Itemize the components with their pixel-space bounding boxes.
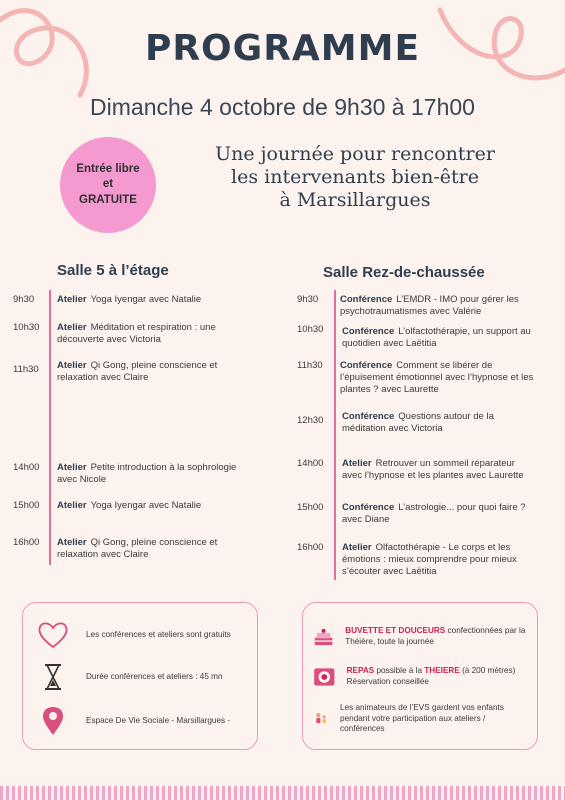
schedule-item bbox=[57, 322, 242, 346]
time-label: 10h30 bbox=[297, 324, 324, 335]
item-kind: Conférence bbox=[342, 411, 395, 422]
page-title: PROGRAMME bbox=[144, 28, 421, 69]
badge-line-3: GRATUITE bbox=[79, 193, 137, 206]
time-label: 14h00 bbox=[13, 462, 40, 473]
item-text: Questions autour de la méditation avec Victoria bbox=[342, 411, 494, 434]
time-label: 15h00 bbox=[13, 500, 40, 511]
info-row-free bbox=[36, 620, 251, 650]
item-kind: Atelier bbox=[57, 294, 87, 305]
info-text: Espace De Vie Sociale - Marsillargues - bbox=[86, 715, 231, 725]
info-bold: BUVETTE ET DOUCEURS bbox=[345, 626, 446, 636]
info-text: Durée conférences et ateliers : 45 mn bbox=[86, 671, 223, 681]
info-rest: confectionnées par la Théière, toute la journée bbox=[345, 626, 526, 646]
item-text: L’EMDR - IMO pour gérer les psychotraumatismes avec Valérie bbox=[340, 294, 519, 317]
right-room-title: Salle Rez-de-chaussée bbox=[323, 264, 485, 281]
item-kind: Atelier bbox=[342, 542, 372, 553]
time-label: 14h00 bbox=[297, 458, 324, 469]
cake-icon bbox=[312, 622, 335, 652]
meal-icon bbox=[312, 662, 337, 692]
info-row-duration bbox=[36, 662, 251, 692]
schedule-item bbox=[57, 360, 242, 384]
time-label: 10h30 bbox=[13, 322, 40, 333]
free-entry-badge bbox=[60, 137, 156, 233]
left-timeline bbox=[49, 290, 51, 565]
time-label: 12h30 bbox=[297, 415, 324, 426]
item-text: Méditation et respiration : une découverte avec Victoria bbox=[57, 322, 216, 345]
item-kind: Atelier bbox=[57, 537, 87, 548]
time-label: 16h00 bbox=[297, 542, 324, 553]
item-text: Qi Gong, pleine conscience et relaxation avec Claire bbox=[57, 360, 218, 383]
right-timeline bbox=[334, 290, 336, 580]
schedule-item bbox=[57, 537, 242, 561]
left-room-title: Salle 5 à l’étage bbox=[57, 262, 169, 279]
info-rest-a: possible à la bbox=[374, 666, 425, 676]
item-kind: Conférence bbox=[342, 502, 395, 513]
info-bold-2: THEIERE bbox=[424, 666, 460, 676]
schedule-item bbox=[57, 500, 247, 512]
time-label: 16h00 bbox=[13, 537, 40, 548]
item-kind: Atelier bbox=[57, 360, 87, 371]
time-label: 9h30 bbox=[13, 294, 35, 305]
time-label: 9h30 bbox=[297, 294, 319, 305]
item-text: Petite introduction à la sophrologie avec Nicole bbox=[57, 462, 237, 485]
item-text: L’olfactothérapie, un support au quotidien avec Laëtitia bbox=[342, 326, 531, 349]
item-text: Yoga Iyengar avec Natalie bbox=[90, 294, 202, 305]
item-text: Yoga Iyengar avec Natalie bbox=[90, 500, 202, 511]
decorative-bottom-stripe bbox=[0, 786, 565, 800]
item-kind: Atelier bbox=[57, 500, 87, 511]
tagline-line-3: à Marsillargues bbox=[279, 188, 431, 211]
info-bold: REPAS bbox=[346, 666, 375, 676]
info-row-location bbox=[36, 705, 251, 737]
item-text: Comment se libérer de l’épuisement émotionnel avec l’hypnose et les plantes ? avec Laurette bbox=[340, 360, 534, 395]
tagline bbox=[190, 143, 520, 211]
tagline-line-1: Une journée pour rencontrer bbox=[215, 143, 495, 165]
badge-line-2: et bbox=[102, 178, 114, 191]
schedule-item bbox=[342, 411, 537, 435]
item-text: Qi Gong, pleine conscience et relaxation avec Claire bbox=[57, 537, 218, 560]
heart-icon bbox=[36, 620, 70, 650]
item-kind: Conférence bbox=[342, 326, 395, 337]
item-kind: Atelier bbox=[342, 458, 372, 469]
schedule-item bbox=[342, 502, 542, 526]
item-text: Retrouver un sommeil réparateur avec l’hypnose et les plantes avec Laurette bbox=[342, 458, 524, 481]
schedule-item bbox=[342, 458, 537, 482]
info-row-kids bbox=[312, 703, 530, 735]
schedule-item bbox=[340, 294, 535, 318]
info-row-repas bbox=[312, 662, 530, 692]
time-label: 11h30 bbox=[297, 360, 323, 371]
schedule-item bbox=[342, 542, 537, 578]
info-row-buvette bbox=[312, 622, 530, 652]
info-text: Les conférences et ateliers sont gratuits bbox=[86, 629, 231, 639]
item-kind: Atelier bbox=[57, 322, 87, 333]
time-label: 15h00 bbox=[297, 502, 324, 513]
item-kind: Conférence bbox=[340, 360, 393, 371]
schedule-item bbox=[57, 294, 242, 306]
schedule-item bbox=[340, 360, 535, 396]
info-text: Les animateurs de l’EVS gardent vos enfants pendant votre participation aux ateliers / conférences bbox=[340, 703, 504, 734]
location-pin-icon bbox=[36, 705, 70, 737]
schedule-item bbox=[342, 326, 537, 350]
info-rest-b: (à 200 mètres) Réservation conseillée bbox=[346, 666, 516, 686]
hourglass-icon bbox=[36, 662, 70, 692]
kids-icon bbox=[312, 704, 330, 734]
item-text: L’astrologie... pour quoi faire ? avec Diane bbox=[342, 502, 526, 525]
item-kind: Atelier bbox=[57, 462, 87, 473]
badge-line-1: Entrée libre bbox=[76, 162, 140, 175]
item-text: Olfactothérapie - Le corps et les émotions : mieux comprendre pour mieux s’écouter avec Laëtitia bbox=[342, 542, 517, 577]
info-text bbox=[347, 666, 530, 687]
schedule-item bbox=[57, 462, 257, 486]
event-date: Dimanche 4 octobre de 9h30 à 17h00 bbox=[90, 94, 475, 120]
time-label: 11h30 bbox=[13, 364, 39, 375]
info-text bbox=[345, 626, 530, 647]
tagline-line-2: les intervenants bien-être bbox=[231, 165, 479, 188]
item-kind: Conférence bbox=[340, 294, 393, 305]
